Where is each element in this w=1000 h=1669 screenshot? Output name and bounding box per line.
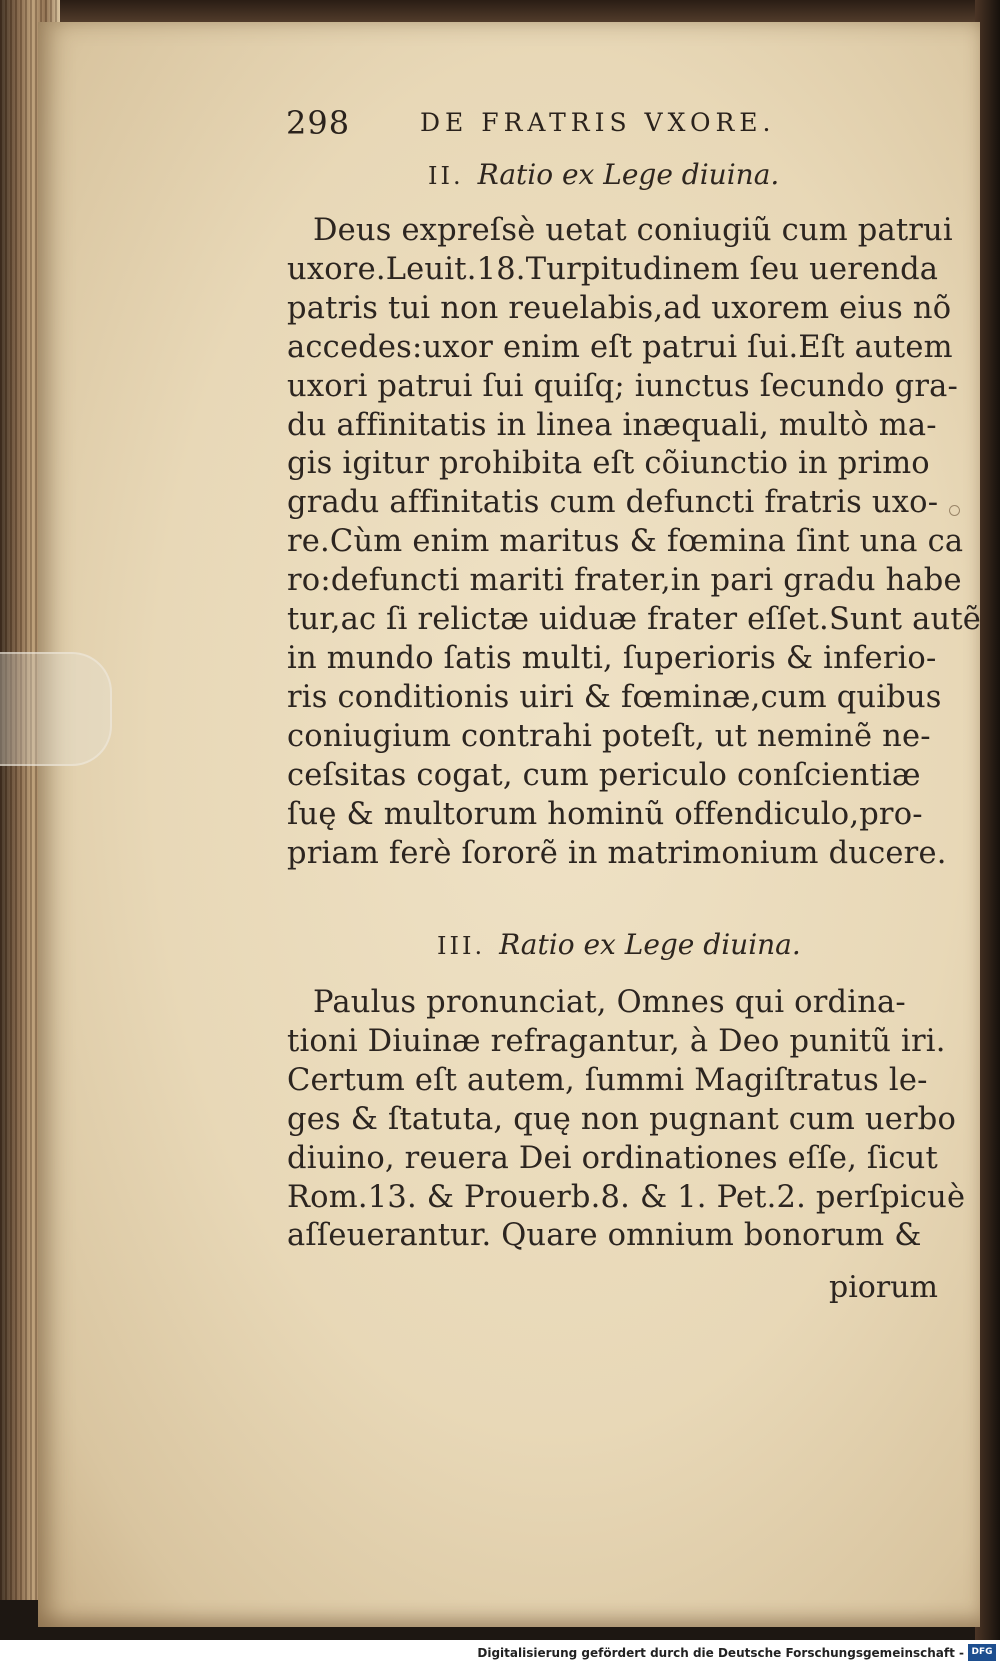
text-line: ro:defuncti mariti frater,in pari gradu habe	[287, 563, 962, 599]
page-number: 298	[286, 104, 351, 142]
running-title: DE FRATRIS VXORE.	[420, 108, 776, 137]
text-line: patris tui non reuelabis,ad uxorem eius nõ	[287, 290, 952, 326]
text-line: Deus expreſsè uetat coniugiũ cum patrui	[313, 213, 953, 248]
footer-bar	[0, 1640, 1000, 1669]
text-line: priam ferè ſororẽ in matrimonium ducere.	[287, 835, 947, 871]
paragraph-section-3	[287, 984, 965, 1256]
section-title: Ratio ex Lege diuina.	[477, 158, 780, 191]
text-line: accedes:uxor enim eſt patrui ſui.Eſt autem	[287, 329, 953, 365]
text-line: Certum eſt autem, ſummi Magiſtratus le-	[287, 1062, 928, 1098]
text-line: du affinitatis in linea inæquali, multò ma-	[287, 407, 937, 443]
catchword: piorum	[829, 1270, 938, 1305]
text-line: Paulus pronunciat, Omnes qui ordina-	[313, 985, 906, 1020]
text-line: tioni Diuinæ refragantur, à Deo punitũ iri.	[287, 1023, 946, 1059]
text-line: diuino, reuera Dei ordinationes eſſe, ſicut	[287, 1140, 938, 1176]
text-line: gis igitur prohibita eſt cõiunctio in primo	[287, 446, 930, 482]
section-number: III.	[437, 932, 486, 960]
section-title: Ratio ex Lege diuina.	[499, 928, 801, 961]
dfg-logo: DFG	[968, 1644, 996, 1661]
section-heading-3	[437, 928, 801, 961]
bookmark-tab	[0, 652, 112, 766]
paragraph-section-2	[287, 212, 981, 873]
running-head	[286, 100, 816, 150]
section-number: II.	[428, 162, 464, 190]
text-line: ceſsitas cogat, cum periculo conſcientiæ	[287, 757, 921, 793]
section-heading-2	[428, 158, 779, 191]
text-line: uxore.Leuit.18.Turpitudinem ſeu uerenda	[287, 251, 939, 287]
text-line: ges & ſtatuta, quę non pugnant cum uerbo	[287, 1101, 957, 1137]
text-line: ris conditionis uiri & fœminæ,cum quibus	[287, 679, 942, 715]
text-line: ſuę & multorum hominũ offendiculo,pro-	[287, 796, 923, 832]
text-line: re.Cùm enim maritus & fœmina ſint una ca	[287, 524, 964, 560]
text-line: tur,ac ſi relictæ uiduæ frater eſſet.Sunt autẽ	[287, 602, 982, 638]
text-line: uxori patrui ſui quiſq; iunctus ſecundo gra-	[287, 368, 959, 404]
text-line: aſſeuerantur. Quare omnium bonorum &	[287, 1218, 922, 1254]
text-line: Rom.13. & Prouerb.8. & 1. Pet.2. perſpicuè	[287, 1179, 966, 1215]
footer-credit-text: Digitalisierung gefördert durch die Deutsche Forschungsgemeinschaft -	[477, 1646, 964, 1660]
text-line: gradu affinitatis cum defuncti fratris uxo-	[287, 485, 939, 521]
text-line: coniugium contrahi poteſt, ut neminẽ ne-	[287, 718, 931, 754]
text-line: in mundo ſatis multi, ſuperioris & inferio-	[287, 640, 937, 676]
